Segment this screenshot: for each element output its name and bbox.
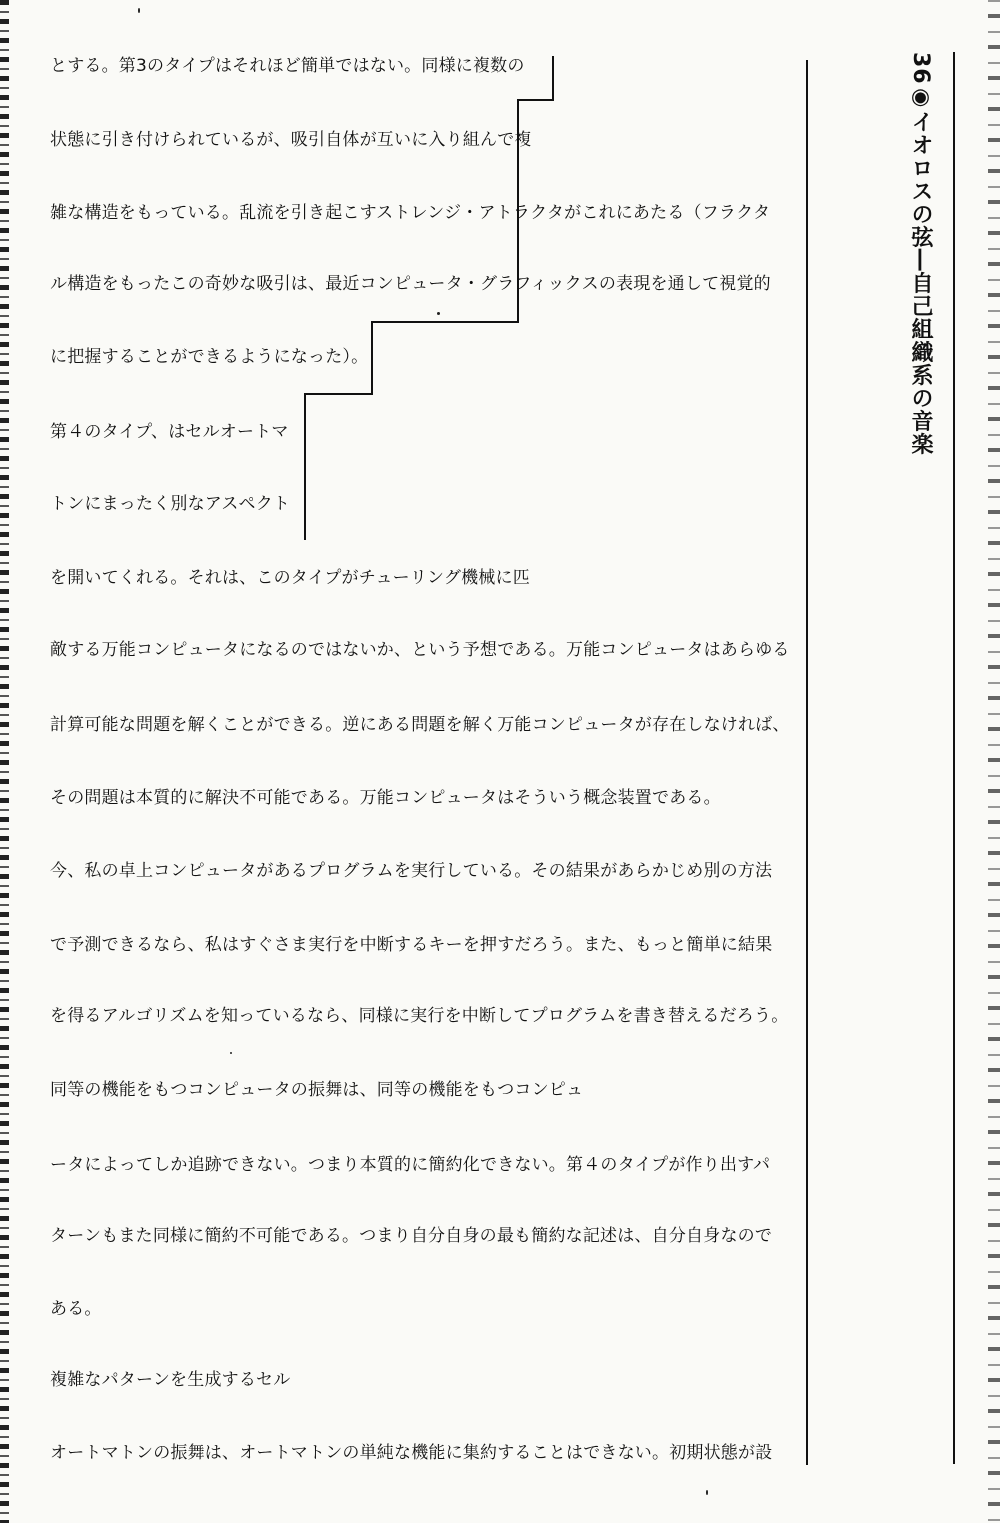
text-line: 計算可能な問題を解くことができる。逆にある問題を解く万能コンピュータが存在しなければ、 <box>50 715 790 735</box>
text-line: 雑な構造をもっている。乱流を引き起こすストレンジ・アトラクタがこれにあたる（フラクタ <box>50 203 771 223</box>
scan-speck <box>230 1052 232 1054</box>
scan-speck <box>706 1490 708 1495</box>
text-line: 敵する万能コンピュータになるのではないか、という予想である。万能コンピュータはあらゆる <box>50 640 790 660</box>
scan-speck <box>437 312 440 315</box>
text-line: トンにまったく別なアスペクト <box>50 494 291 514</box>
text-line: ターンもまた同様に簡約不可能である。つまり自分自身の最も簡約な記述は、自分自身なので <box>50 1226 773 1246</box>
text-line: とする。第3のタイプはそれほど簡単ではない。同様に複数の <box>50 56 525 76</box>
text-line: を得るアルゴリズムを知っているなら、同様に実行を中断してプログラムを書き替えるだろう。 <box>50 1006 789 1026</box>
text-line: 今、私の卓上コンピュータがあるプログラムを実行している。その結果があらかじめ別の方法 <box>50 861 773 881</box>
running-head: 36◉イオロスの弦―自己組織系の音楽 <box>908 52 933 456</box>
column-rule <box>806 60 808 1465</box>
text-line: 第４のタイプ、はセルオートマ <box>50 422 289 442</box>
text-line: ータによってしか追跡できない。つまり本質的に簡約化できない。第４のタイプが作り出すパ <box>50 1155 771 1175</box>
running-head-rule <box>953 52 955 1464</box>
text-line: に把握することができるようになった）。 <box>50 347 369 367</box>
text-line: 複雑なパターンを生成するセル <box>50 1370 291 1390</box>
scan-speck <box>138 8 140 13</box>
text-line: を開いてくれる。それは、このタイプがチューリング機械に匹 <box>50 568 530 588</box>
text-line: ル構造をもったこの奇妙な吸引は、最近コンピュータ・グラフィックスの表現を通して視覚的 <box>50 274 771 294</box>
text-line: その問題は本質的に解決不可能である。万能コンピュータはそういう概念装置である。 <box>50 788 721 808</box>
text-line: 状態に引き付けられているが、吸引自体が互いに入り組んで複 <box>50 130 532 150</box>
text-line: で予測できるなら、私はすぐさま実行を中断するキーを押すだろう。また、もっと簡単に結果 <box>50 935 773 955</box>
text-line: 同等の機能をもつコンピュータの振舞は、同等の機能をもつコンピュ <box>50 1080 584 1100</box>
text-line: オートマトンの振舞は、オートマトンの単純な機能に集約することはできない。初期状態が設 <box>50 1443 773 1463</box>
text-line: ある。 <box>50 1299 102 1319</box>
